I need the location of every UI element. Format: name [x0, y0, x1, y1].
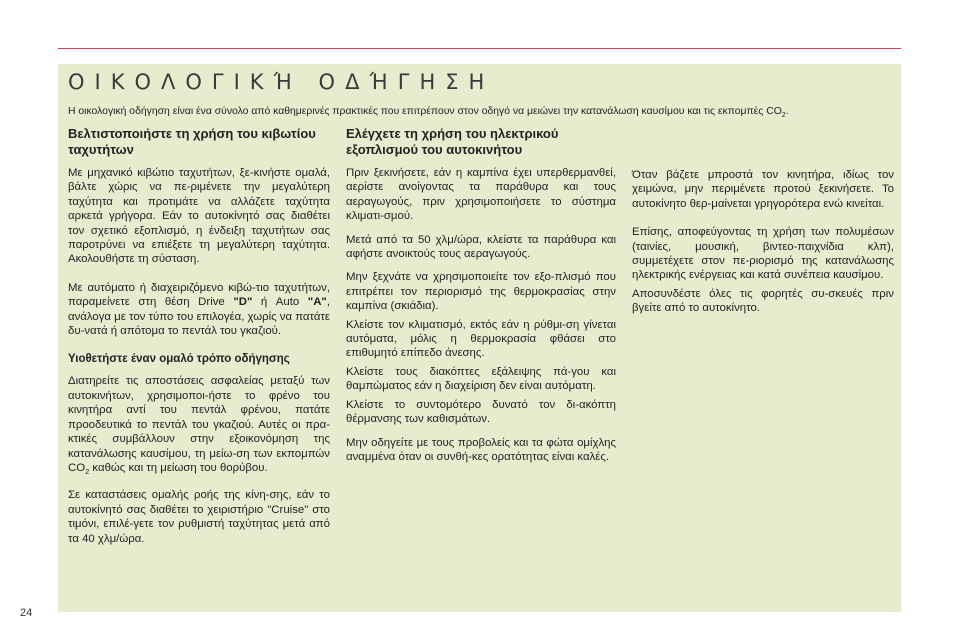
column-engine — [632, 168, 894, 325]
heading-electrical: Ελέγχετε τη χρήση του ηλεκτρικού εξοπλισμού του αυτοκινήτου — [346, 126, 559, 157]
page-subtitle — [68, 106, 789, 119]
paragraph-seat-heating: Κλείστε το συντομότερο δυνατό τον δι-ακόπτη θέρμανσης των καθισμάτων. — [346, 398, 616, 426]
distance-text-b: καθώς και τη μείωση του θορύβου. — [89, 461, 268, 474]
paragraph-manual-gearbox: Με μηχανικό κιβώτιο ταχυτήτων, ξε-κινήστε ομαλά, βάλτε χώρις να πε-ριμένετε την μεγαλύτερη ταχύτητα και προτιμάτε να αλλάζετε ταχύτητα αρκετά γρήγορα. Εάν το αυτοκίνητό σας διαθέτει τον σχετικό εξοπλισμό, η ένδειξη ταχυτήτων σας παροτρύνει να επιέξετε τη μεγαλύτερη ταχύτητα. Ακολουθήστε τη σύσταση. — [68, 167, 330, 266]
subtitle-end: . — [785, 106, 789, 117]
paragraph-cruise-control: Σε καταστάσεις ομαλής ροής της κίνη-σης, εάν το αυτοκίνητό σας διαθέτει το χειριστήριο "Cruise" στο τιμόνι, επιλέ-γετε τον ρυθμιστή ταχύτητας μετά από τα 40 χλμ/ώρα. — [68, 489, 330, 545]
subtitle-text: Η οικολογική οδήγηση είναι ένα σύνολο από καθημερινές πρακτικές που επιτρέπουν στον οδηγό να μειώνει την κατανάλωση καυσίμου και τις εκπομπές CO — [68, 106, 782, 117]
column-gearbox — [68, 126, 330, 555]
paragraph-multimedia: Επίσης, αποφεύγοντας τη χρήση των πολυμέσων (ταινίες, μουσική, βιντεο-παιχνίδια κλπ), συμμετέχετε στον πε-ριορισμό της κατανάλωσης ηλεκτρικής ενέργειας και κατά συνέπεια καυσίμου. — [632, 226, 894, 282]
subheading-smooth-driving: Υιοθετήστε έναν ομαλό τρόπο οδήγησης — [68, 353, 290, 366]
page-title: ΟΙΚΟΛΟΓΙΚΉ ΟΔΉΓΗΣΗ — [68, 70, 495, 94]
auto-label: "A" — [307, 296, 327, 309]
paragraph-50kmh: Μετά από τα 50 χλμ/ώρα, κλείστε τα παράθυρα και αφήστε ανοικτούς τους αεραγωγούς. — [346, 233, 616, 261]
paragraph-portable-devices: Αποσυνδέστε όλες τις φορητές συ-σκευές πριν βγείτε από το αυτοκίνητο. — [632, 287, 894, 315]
drive-label: "D" — [233, 296, 253, 309]
paragraph-safety-distance — [68, 374, 330, 479]
paragraph-engine-start: Όταν βάζετε μπροστά τον κινητήρα, ιδίως τον χειμώνα, μην περιμένετε προτού ξεκινήσετε. Το αυτοκίνητο θερ-μαίνεται γρηγορότερα ενώ κινείται. — [632, 169, 894, 210]
auto-text-b: ή Auto — [252, 296, 308, 309]
auto-text-a: Με αυτόματο ή διαχειριζόμενο κιβώ-τιο ταχυτήτων, παραμείνετε στη θέση Drive — [68, 281, 330, 309]
header-rule — [58, 48, 901, 49]
paragraph-ventilate: Πριν ξεκινήσετε, εάν η καμπίνα έχει υπερθερμανθεί, αερίστε ανοίγοντας τα παράθυρα και τους αεραγωγούς, πριν χρησιμοποιήσετε το σύστημα κλιματι-σμού. — [346, 167, 616, 223]
paragraph-air-conditioning: Κλείστε τον κλιματισμό, εκτός εάν η ρύθμι-ση γίνεται αυτόματα, μόλις η θερμοκρασία φθάσει στο επιθυμητό επίπεδο άνεσης. — [346, 318, 616, 360]
paragraph-defrost: Κλείστε τους διακόπτες εξάλειψης πά-γου και θαμπώματος εάν η διαχείριση δεν είναι αυτόματη. — [346, 365, 616, 393]
auto-text-c: , ανάλογα με τον τύπο του επιλογέα, χωρίς να πατάτε δυ-νατά ή απότομα το πεντάλ του γκαζιού. — [68, 296, 330, 338]
distance-text-a: Διατηρείτε τις αποστάσεις ασφαλείας μεταξύ των αυτοκινήτων, χρησιμοποι-ήστε το φρένο του κινητήρα αντί του πεντάλ φρένου, πατάτε προοδευτικά το πεντάλ του γκαζιού. Αυτές οι πρα-κτικές συμβάλλουν στην εξοικονόμηση της κατανάλωσης καυσίμου, τη μείω-ση των εκπομπών CO — [68, 375, 330, 474]
paragraph-sunblinds: Μην ξεχνάτε να χρησιμοποιείτε τον εξο-πλισμό που επιτρέπει τον περιορισμό της θερμοκρασίας στην καμπίνα (σκιάδια). — [346, 271, 616, 313]
paragraph-lights: Μην οδηγείτε με τους προβολείς και τα φώτα ομίχλης αναμμένα όταν οι συνθή-κες ορατότητας είναι καλές. — [346, 436, 616, 463]
subtitle-subscript: 2 — [781, 112, 786, 119]
co2-subscript: 2 — [85, 466, 90, 476]
column-electrical — [346, 126, 616, 473]
heading-gearbox: Βελτιστοποιήστε τη χρήση του κιβωτίου ταχυτήτων — [68, 126, 316, 157]
page-number: 24 — [20, 607, 33, 619]
paragraph-automatic-gearbox — [68, 281, 330, 339]
